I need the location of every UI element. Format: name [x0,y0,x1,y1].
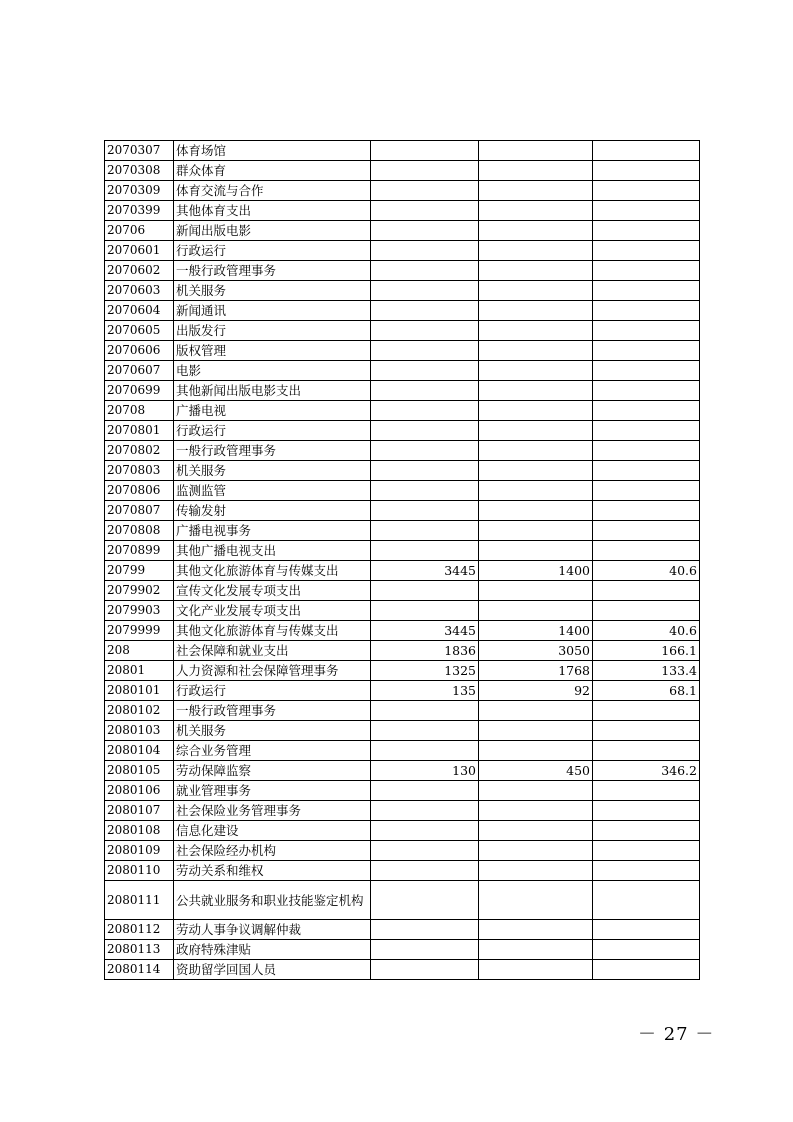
value-col-1-cell [371,341,479,361]
value-col-1-cell [371,601,479,621]
code-cell: 2079903 [105,601,174,621]
value-col-1-cell: 3445 [371,561,479,581]
table-row [105,401,700,421]
value-col-1-cell [371,281,479,301]
value-col-1-cell [371,141,479,161]
table-row [105,721,700,741]
value-col-1-cell [371,161,479,181]
value-col-2-cell [479,281,593,301]
table-row [105,201,700,221]
budget-expenditure-table [104,140,700,980]
code-cell: 2070802 [105,441,174,461]
item-name-cell: 广播电视 [174,401,371,421]
value-col-2-cell [479,960,593,980]
value-col-1-cell [371,821,479,841]
value-col-2-cell [479,501,593,521]
item-name-cell: 群众体育 [174,161,371,181]
value-col-1-cell: 1836 [371,641,479,661]
value-col-3-cell: 133.4 [593,661,700,681]
item-name-cell: 社会保险业务管理事务 [174,801,371,821]
value-col-1-cell [371,841,479,861]
code-cell: 2080104 [105,741,174,761]
item-name-cell: 就业管理事务 [174,781,371,801]
value-col-2-cell [479,401,593,421]
value-col-3-cell: 40.6 [593,561,700,581]
table-row [105,621,700,641]
value-col-1-cell [371,701,479,721]
code-cell: 2070308 [105,161,174,181]
table-row [105,661,700,681]
table-row [105,960,700,980]
table-row [105,881,700,920]
value-col-2-cell [479,781,593,801]
code-cell: 2080102 [105,701,174,721]
item-name-cell: 出版发行 [174,321,371,341]
value-col-3-cell [593,861,700,881]
value-col-2-cell [479,920,593,940]
value-col-3-cell [593,481,700,501]
value-col-3-cell [593,881,700,920]
value-col-3-cell [593,541,700,561]
item-name-cell: 其他文化旅游体育与传媒支出 [174,561,371,581]
value-col-3-cell [593,701,700,721]
value-col-3-cell [593,441,700,461]
value-col-1-cell [371,261,479,281]
value-col-2-cell [479,221,593,241]
code-cell: 20799 [105,561,174,581]
code-cell: 2070801 [105,421,174,441]
value-col-2-cell [479,581,593,601]
table-row [105,481,700,501]
table-row [105,521,700,541]
value-col-1-cell [371,581,479,601]
value-col-3-cell [593,801,700,821]
value-col-1-cell [371,321,479,341]
table-row [105,221,700,241]
value-col-2-cell [479,461,593,481]
page-number: － 27 － [638,1024,715,1045]
value-col-2-cell [479,861,593,881]
value-col-1-cell [371,421,479,441]
value-col-2-cell [479,441,593,461]
value-col-3-cell [593,960,700,980]
value-col-3-cell [593,521,700,541]
value-col-2-cell [479,821,593,841]
table-row [105,421,700,441]
value-col-3-cell [593,581,700,601]
table-row [105,281,700,301]
value-col-2-cell [479,841,593,861]
table-row [105,821,700,841]
item-name-cell: 监测监管 [174,481,371,501]
value-col-1-cell [371,881,479,920]
value-col-1-cell [371,960,479,980]
value-col-2-cell [479,421,593,441]
item-name-cell: 行政运行 [174,241,371,261]
code-cell: 2070803 [105,461,174,481]
value-col-3-cell: 166.1 [593,641,700,661]
item-name-cell: 新闻出版电影 [174,221,371,241]
code-cell: 2070807 [105,501,174,521]
item-name-cell: 体育场馆 [174,141,371,161]
value-col-2-cell [479,161,593,181]
value-col-2-cell [479,541,593,561]
value-col-1-cell [371,940,479,960]
code-cell: 2070307 [105,141,174,161]
item-name-cell: 行政运行 [174,681,371,701]
value-col-2-cell: 1400 [479,561,593,581]
value-col-2-cell [479,261,593,281]
value-col-3-cell [593,241,700,261]
value-col-1-cell [371,861,479,881]
code-cell: 2079902 [105,581,174,601]
table-row [105,761,700,781]
value-col-2-cell: 1400 [479,621,593,641]
code-cell: 2080113 [105,940,174,960]
table-row [105,501,700,521]
value-col-2-cell [479,721,593,741]
code-cell: 2070808 [105,521,174,541]
table-row [105,581,700,601]
item-name-cell: 机关服务 [174,721,371,741]
item-name-cell: 行政运行 [174,421,371,441]
code-cell: 2070602 [105,261,174,281]
code-cell: 2080107 [105,801,174,821]
value-col-3-cell [593,281,700,301]
table-row [105,541,700,561]
item-name-cell: 其他体育支出 [174,201,371,221]
code-cell: 2080108 [105,821,174,841]
item-name-cell: 其他广播电视支出 [174,541,371,561]
item-name-cell: 其他文化旅游体育与传媒支出 [174,621,371,641]
value-col-2-cell [479,141,593,161]
code-cell: 2080111 [105,881,174,920]
code-cell: 2080103 [105,721,174,741]
item-name-cell: 宣传文化发展专项支出 [174,581,371,601]
value-col-2-cell: 3050 [479,641,593,661]
value-col-1-cell [371,920,479,940]
code-cell: 2070699 [105,381,174,401]
value-col-1-cell [371,741,479,761]
item-name-cell: 文化产业发展专项支出 [174,601,371,621]
value-col-2-cell [479,201,593,221]
code-cell: 2070309 [105,181,174,201]
item-name-cell: 政府特殊津贴 [174,940,371,960]
code-cell: 20706 [105,221,174,241]
value-col-2-cell [479,481,593,501]
value-col-1-cell [371,501,479,521]
value-col-2-cell [479,341,593,361]
value-col-3-cell [593,361,700,381]
item-name-cell: 一般行政管理事务 [174,261,371,281]
table-row [105,940,700,960]
table-row [105,801,700,821]
item-name-cell: 一般行政管理事务 [174,701,371,721]
code-cell: 2080106 [105,781,174,801]
value-col-1-cell [371,461,479,481]
value-col-3-cell [593,741,700,761]
table-row [105,321,700,341]
item-name-cell: 版权管理 [174,341,371,361]
code-cell: 2080114 [105,960,174,980]
code-cell: 2070607 [105,361,174,381]
code-cell: 2080112 [105,920,174,940]
value-col-1-cell [371,441,479,461]
item-name-cell: 传输发射 [174,501,371,521]
item-name-cell: 社会保障和就业支出 [174,641,371,661]
value-col-3-cell [593,341,700,361]
item-name-cell: 一般行政管理事务 [174,441,371,461]
value-col-2-cell [479,181,593,201]
table-body [105,141,700,980]
item-name-cell: 劳动关系和维权 [174,861,371,881]
value-col-3-cell [593,141,700,161]
value-col-1-cell: 135 [371,681,479,701]
table-row [105,741,700,761]
item-name-cell: 公共就业服务和职业技能鉴定机构 [174,881,371,920]
value-col-1-cell [371,781,479,801]
item-name-cell: 电影 [174,361,371,381]
value-col-3-cell [593,381,700,401]
table-row [105,161,700,181]
code-cell: 2080105 [105,761,174,781]
value-col-3-cell [593,301,700,321]
item-name-cell: 劳动人事争议调解仲裁 [174,920,371,940]
value-col-3-cell: 40.6 [593,621,700,641]
code-cell: 2070606 [105,341,174,361]
value-col-3-cell [593,201,700,221]
value-col-3-cell [593,421,700,441]
item-name-cell: 劳动保障监察 [174,761,371,781]
code-cell: 2070601 [105,241,174,261]
value-col-2-cell [479,601,593,621]
table-row [105,341,700,361]
code-cell: 2070605 [105,321,174,341]
value-col-2-cell [479,521,593,541]
value-col-2-cell [479,241,593,261]
value-col-1-cell [371,401,479,421]
value-col-1-cell [371,481,479,501]
table-row [105,601,700,621]
value-col-3-cell [593,181,700,201]
code-cell: 2070806 [105,481,174,501]
item-name-cell: 体育交流与合作 [174,181,371,201]
item-name-cell: 广播电视事务 [174,521,371,541]
value-col-3-cell [593,401,700,421]
code-cell: 2070604 [105,301,174,321]
table-row [105,701,700,721]
table-row [105,681,700,701]
value-col-2-cell [479,801,593,821]
table-row [105,141,700,161]
value-col-3-cell [593,821,700,841]
item-name-cell: 资助留学回国人员 [174,960,371,980]
table-row [105,461,700,481]
table-row [105,641,700,661]
value-col-1-cell [371,221,479,241]
table-row [105,261,700,281]
value-col-2-cell: 450 [479,761,593,781]
table-row [105,241,700,261]
value-col-1-cell [371,381,479,401]
table-row [105,561,700,581]
value-col-3-cell [593,221,700,241]
code-cell: 2080110 [105,861,174,881]
item-name-cell: 机关服务 [174,461,371,481]
value-col-1-cell [371,301,479,321]
value-col-2-cell [479,381,593,401]
value-col-3-cell [593,601,700,621]
code-cell: 2070899 [105,541,174,561]
item-name-cell: 机关服务 [174,281,371,301]
table-row [105,441,700,461]
value-col-1-cell [371,201,479,221]
value-col-1-cell [371,241,479,261]
value-col-1-cell [371,361,479,381]
item-name-cell: 信息化建设 [174,821,371,841]
value-col-1-cell [371,541,479,561]
table-row [105,841,700,861]
item-name-cell: 人力资源和社会保障管理事务 [174,661,371,681]
value-col-1-cell [371,181,479,201]
value-col-2-cell: 1768 [479,661,593,681]
value-col-3-cell: 68.1 [593,681,700,701]
code-cell: 208 [105,641,174,661]
value-col-1-cell [371,521,479,541]
value-col-3-cell [593,721,700,741]
table-row [105,301,700,321]
item-name-cell: 其他新闻出版电影支出 [174,381,371,401]
code-cell: 20801 [105,661,174,681]
value-col-3-cell [593,920,700,940]
value-col-3-cell [593,501,700,521]
table-row [105,361,700,381]
value-col-1-cell: 130 [371,761,479,781]
item-name-cell: 新闻通讯 [174,301,371,321]
value-col-3-cell: 346.2 [593,761,700,781]
value-col-3-cell [593,461,700,481]
value-col-1-cell [371,721,479,741]
value-col-1-cell: 1325 [371,661,479,681]
code-cell: 20708 [105,401,174,421]
table-row [105,181,700,201]
value-col-3-cell [593,940,700,960]
item-name-cell: 综合业务管理 [174,741,371,761]
code-cell: 2080101 [105,681,174,701]
value-col-2-cell [479,701,593,721]
value-col-2-cell [479,741,593,761]
table-row [105,381,700,401]
value-col-3-cell [593,261,700,281]
code-cell: 2070399 [105,201,174,221]
item-name-cell: 社会保险经办机构 [174,841,371,861]
value-col-2-cell [479,881,593,920]
value-col-2-cell [479,301,593,321]
value-col-3-cell [593,161,700,181]
value-col-1-cell: 3445 [371,621,479,641]
code-cell: 2070603 [105,281,174,301]
value-col-3-cell [593,781,700,801]
value-col-2-cell [479,321,593,341]
value-col-2-cell [479,940,593,960]
code-cell: 2080109 [105,841,174,861]
value-col-2-cell: 92 [479,681,593,701]
value-col-3-cell [593,321,700,341]
code-cell: 2079999 [105,621,174,641]
table-row [105,920,700,940]
table-row [105,781,700,801]
value-col-1-cell [371,801,479,821]
value-col-2-cell [479,361,593,381]
table-row [105,861,700,881]
value-col-3-cell [593,841,700,861]
